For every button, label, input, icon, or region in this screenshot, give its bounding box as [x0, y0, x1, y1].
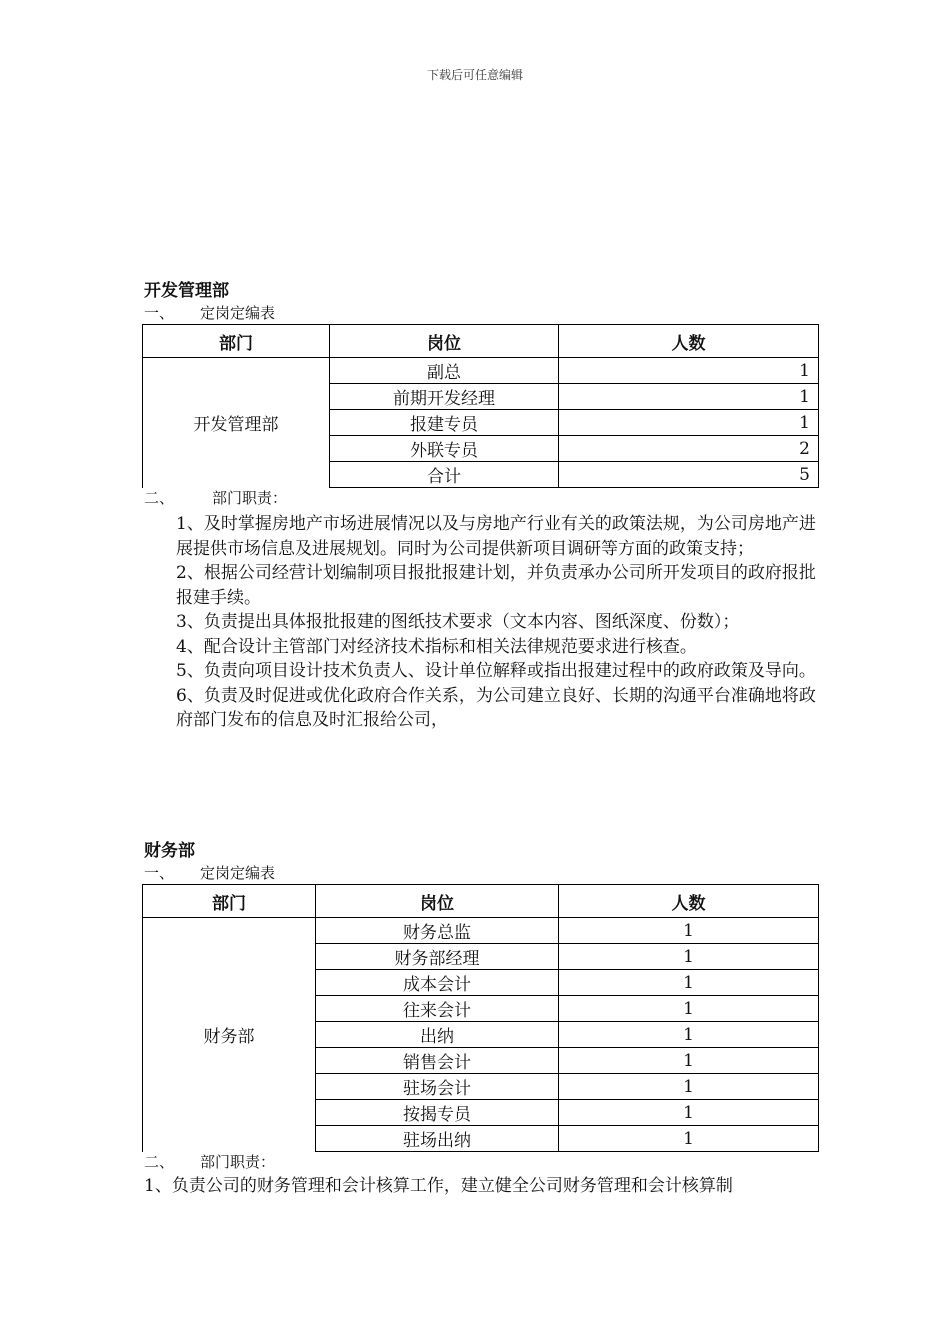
count-cell: 1 — [559, 1048, 819, 1074]
count-cell: 1 — [559, 1126, 819, 1152]
heading-number: 二、 — [144, 1153, 175, 1171]
count-cell: 2 — [559, 436, 819, 462]
header-position: 岗位 — [330, 325, 559, 358]
position-cell: 按揭专员 — [316, 1100, 559, 1126]
header-department: 部门 — [143, 325, 330, 358]
department-cell: 财务部 — [143, 918, 316, 1152]
count-cell: 1 — [559, 358, 819, 384]
count-cell: 1 — [559, 1022, 819, 1048]
department-cell: 开发管理部 — [143, 358, 330, 488]
heading-label: 部门职责： — [200, 1153, 276, 1171]
header-count: 人数 — [559, 325, 819, 358]
section-title-finance: 财务部 — [144, 841, 195, 861]
duty-item: 4、配合设计主管部门对经济技术指标和相关法律规范要求进行核查。 — [176, 636, 697, 657]
count-cell: 5 — [559, 462, 819, 488]
header-note: 下载后可任意编辑 — [426, 68, 523, 82]
staffing-table-development — [142, 324, 818, 488]
header-count: 人数 — [559, 885, 819, 918]
count-cell: 1 — [559, 384, 819, 410]
position-cell: 外联专员 — [330, 436, 559, 462]
heading-label: 定岗定编表 — [200, 864, 276, 882]
position-cell: 财务总监 — [316, 918, 559, 944]
position-cell: 往来会计 — [316, 996, 559, 1022]
duty-item: 1、负责公司的财务管理和会计核算工作，建立健全公司财务管理和会计核算制 — [144, 1176, 733, 1196]
position-cell: 出纳 — [316, 1022, 559, 1048]
heading-label: 定岗定编表 — [200, 304, 276, 322]
table-row — [143, 358, 819, 384]
position-cell: 前期开发经理 — [330, 384, 559, 410]
position-cell: 报建专员 — [330, 410, 559, 436]
duties-list-finance — [144, 1174, 824, 1199]
duty-item: 5、负责向项目设计技术负责人、设计单位解释或指出报建过程中的政府政策及导向。 — [176, 661, 816, 681]
position-cell: 驻场出纳 — [316, 1126, 559, 1152]
count-cell: 1 — [559, 996, 819, 1022]
count-cell: 1 — [559, 918, 819, 944]
heading-number: 二、 — [144, 489, 175, 507]
heading-number: 一、 — [144, 864, 175, 882]
position-cell: 财务部经理 — [316, 944, 559, 970]
position-cell: 成本会计 — [316, 970, 559, 996]
position-cell: 销售会计 — [316, 1048, 559, 1074]
staffing-heading-finance — [144, 862, 275, 883]
position-cell: 驻场会计 — [316, 1074, 559, 1100]
section-title-development: 开发管理部 — [144, 281, 229, 301]
header-department: 部门 — [143, 885, 316, 918]
count-cell: 1 — [559, 410, 819, 436]
count-cell: 1 — [559, 1074, 819, 1100]
position-cell: 合计 — [330, 462, 559, 488]
staffing-table-finance — [142, 884, 818, 1152]
count-cell: 1 — [559, 970, 819, 996]
heading-number: 一、 — [144, 304, 175, 322]
table-header-row — [143, 325, 819, 358]
header-position: 岗位 — [316, 885, 559, 918]
duties-heading-finance — [144, 1151, 275, 1172]
position-cell: 副总 — [330, 358, 559, 384]
table-row — [143, 918, 819, 944]
table-header-row — [143, 885, 819, 918]
count-cell: 1 — [559, 1100, 819, 1126]
heading-label: 部门职责： — [212, 489, 288, 507]
duty-item: 2、根据公司经营计划编制项目报批报建计划，并负责承办公司所开发项目的政府报批报建手续。 — [176, 563, 816, 608]
duties-list-development — [176, 512, 816, 733]
duties-heading-development — [144, 487, 287, 508]
duty-item: 1、及时掌握房地产市场进展情况以及与房地产行业有关的政策法规，为公司房地产进展提供市场信息及进展规划。同时为公司提供新项目调研等方面的政策支持； — [176, 514, 816, 559]
count-cell: 1 — [559, 944, 819, 970]
duty-item: 6、负责及时促进或优化政府合作关系，为公司建立良好、长期的沟通平台准确地将政府部门发布的信息及时汇报给公司， — [176, 685, 816, 730]
staffing-heading-development — [144, 302, 275, 323]
duty-item: 3、负责提出具体报批报建的图纸技术要求（文本内容、图纸深度、份数）； — [176, 612, 740, 632]
